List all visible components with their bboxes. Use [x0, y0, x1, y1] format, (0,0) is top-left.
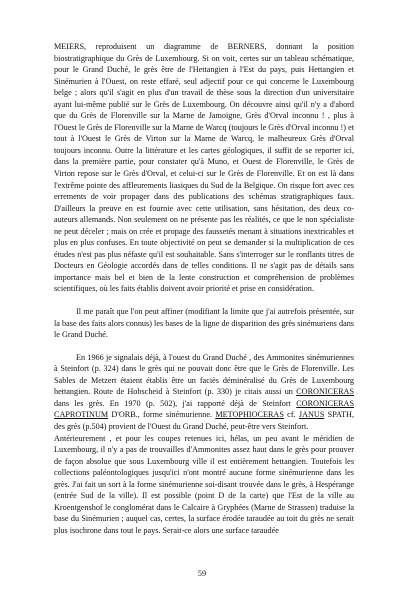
paragraph-3-text-a: En 1966 je signalais déjà, à l'ouest du Grand Duché , des Ammonites sinémuriennes à Steinfort (p. 324) dans le grès qui ne pouvait donc être que le Grès de Florenville. Les Sables de Metzert étaient établis être un faciès déminéralisé du Grès de Luxembourg hettangien. Route de Hobscheid à Steinfort (p. 330) je citais aussi un [54, 352, 354, 397]
body-text [54, 41, 354, 536]
species-coroniceras-caprotinum: CORONICERAS CAPROTINUM [54, 398, 354, 420]
paragraph-3-text-d: cf. [283, 410, 299, 420]
paragraph-2: Il me paraît que l'on peut affiner (modifiant la limite que j'ai autrefois présentée, sur la base des faits alors connus) les bases de la ligne de disparition des grès sinémuriens dans le Grand Duché. [54, 307, 354, 340]
paragraph-3-text-c: D'ORB., forme sinémurienne. [108, 410, 216, 420]
paragraph-4: Antérieurement , et pour les coupes retenues ici, hélas, un peu avant le méridien de Luxembourg, il n'y a pas de trouvailles d'Ammonites assez haut dans le grès pour prouver de façon absolue que sous Luxembourg ville il est entièrement hettangien. Toutefois les collections paléontologiques jusqu'ici n'ont montré aucune forme sinémurienne dans les grès. J'ai fait un sort à la forme sinémurienne soi-disant trouvée dans le grès, à Hespérange (entrée Sud de la ville). Il est possible (point D de la carte) que l'Est de la ville au Kroentgenshof le conglomérat dans le Calcaire à Gryphées (Marne de Strassen) traduise la base du Sinémurien ; auquel cas, certes, la surface érodée taraudée au toit du grès ne serait plus isochrone dans tout le pays. Serait-ce alors une surface taraudée [54, 433, 354, 535]
genus-coroniceras: CORONICERAS [296, 387, 354, 397]
paragraph-3-text-e: SPATH, des grès (p.504) provient de l'Ouest du Grand Duché, peut-être vers Steinfort. [54, 410, 354, 431]
page-number: 59 [197, 569, 207, 578]
paragraph-1: MEIERS, reproduisent un diagramme de BERNERS, donnant la position biostratigraphique du Grès de Luxembourg. Si on voit, certes sur un tableau schématique, pour le Grand Duché, le grès être de l'Hettangien à l'Est du pays, puis Hettangien et Sinémurien à l'Ouest, on reste effaré, seul adjectif pour ce qui concerne le Luxembourg belge ; alors qu'il s'agit en plus d'un travail de thèse sous la direction d'un universitaire ayant lui-même publié sur le Grès de Luxembourg. On découvre ainsi qu'il n'y a d'abord que du Grès de Florenville sur la Marne de Jamoigne, Grès d'Orval inconnu ! , plus à l'Ouest le Grès de Florenville sur la Marne de Warcq (toujours le Grès d'Orval inconnu !) et tout à l'Ouest le Grès de Virton sur la Marne de Warcq, le malheureux Grès d'Orval toujours inconnu. Outre la littérature et les cartes géologiques, il suffit de se reporter ici, dans la première partie, pour constater qu'à Muno, et Ouest de Florenville, le Grès de Virton repose sur le Grès d'Orval, et celui-ci sur le Grès de Florenville. Et on est là dans l'extrême pointe des affleurements liasiques du Sud de la Belgique. On risque fort avec ces errements de voir propager dans des publications des schémas stratigraphiques faux. D'ailleurs la preuve en est fournie avec cette utilisation, sans hésitation, des deux co-auteurs allemands. Non seulement on ne présente pas les réalités, ce que le non spécialiste ne peut déceler ; mais on crée et propage des faussetés menant à situations inextricables et plus en plus confuses. En toute objectivité on peut se demander si la multiplication de ces études n'est pas plus néfaste qu'il est souhaitable. Sans s'interroger sur le ronflants titres de Docteurs en Géologie accordés dans de telles conditions. Il ne s'agit pas de détails sans importance mais bel et bien de la lente construction et compréhension de problèmes scientifiques, où les faits établis doivent avoir priorité et prise en considération. [54, 42, 354, 294]
genus-metophioceras: METOPHIOCERAS [215, 410, 284, 420]
paragraph-3 [54, 352, 354, 433]
species-janus: JANUS [298, 410, 325, 420]
paragraph-3-text-b: dans les grès. En 1970 (p. 502), j'ai rapporté déjà de Steinfort [54, 398, 297, 408]
